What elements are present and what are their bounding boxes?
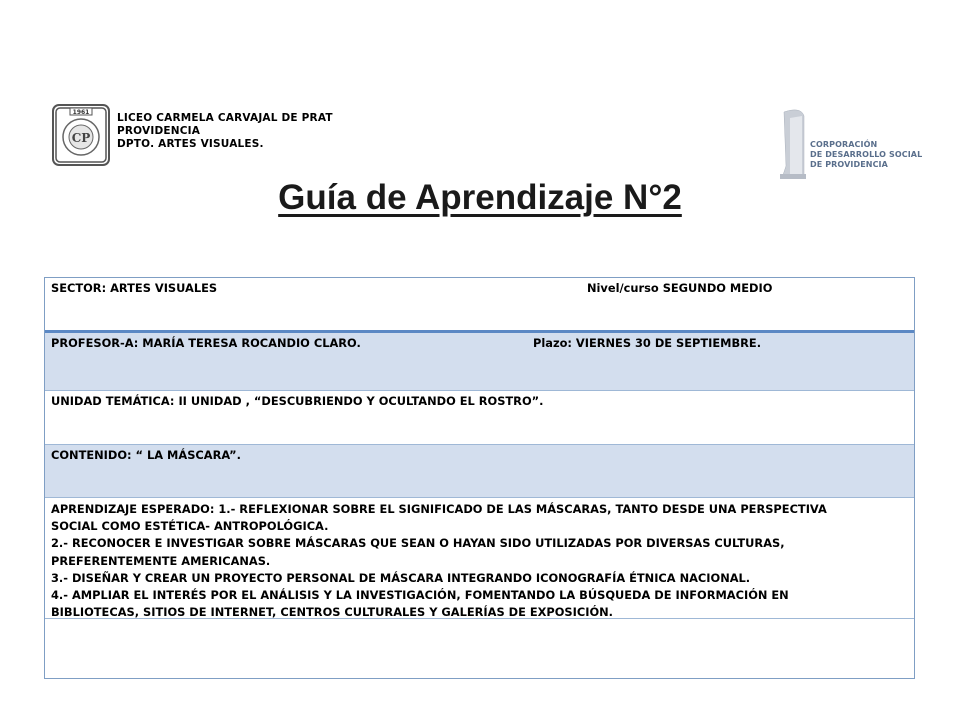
crest-initials: CP (71, 131, 91, 145)
profesor-field: PROFESOR-A: MARÍA TERESA ROCANDIO CLARO. (51, 336, 361, 350)
school-department: DPTO. ARTES VISUALES. (117, 138, 264, 150)
plazo-field: Plazo: VIERNES 30 DE SEPTIEMBRE. (533, 336, 762, 350)
nivel-field: Nivel/curso SEGUNDO MEDIO (587, 281, 773, 295)
school-city: PROVIDENCIA (117, 125, 201, 137)
table-row-sector (45, 278, 914, 333)
unidad-field: UNIDAD TEMÁTICA: II UNIDAD , “DESCUBRIENDO Y OCULTANDO EL ROSTRO”. (51, 394, 544, 408)
page-title: Guía de Aprendizaje N°2 (278, 178, 682, 217)
table-row-unidad (45, 391, 914, 445)
aprendizaje-field: APRENDIZAJE ESPERADO: 1.- REFLEXIONAR SOBRE EL SIGNIFICADO DE LAS MÁSCARAS, TANTO DESDE UNA PERSPECTIVA SOCIAL COMO ESTÉTICA- ANTROPOLÓGICA. 2.- RECONOCER E INVESTIGAR SOBRE MÁSCARAS QUE SEAN O HAYAN SIDO UTILIZADAS POR DIVERSAS CULTURAS, PREFERENTEMENTE AMERICANAS. 3.- DISEÑAR Y CREAR UN PROYECTO PERSONAL DE MÁSCARA INTEGRANDO ICONOGRAFÍA ÉTNICA NACIONAL. 4.- AMPLIAR EL INTERÉS POR EL ANÁLISIS Y LA INVESTIGACIÓN, FOMENTANDO LA BÚSQUEDA DE INFORMACIÓN EN BIBLIOTECAS, SITIOS DE INTERNET, CENTROS CULTURALES Y GALERÍAS DE EXPOSICIÓN. (51, 502, 827, 620)
info-table (44, 277, 915, 679)
table-row-aprendizaje (45, 498, 914, 619)
contenido-field: CONTENIDO: “ LA MÁSCARA”. (51, 448, 241, 462)
school-info (117, 112, 333, 151)
school-crest-logo (52, 104, 110, 166)
crest-year: 1961 (72, 109, 90, 116)
table-row-empty (45, 619, 914, 678)
table-row-profesor (45, 333, 914, 391)
table-row-contenido (45, 445, 914, 498)
sector-field: SECTOR: ARTES VISUALES (51, 281, 218, 295)
corporation-name: CORPORACIÓN DE DESARROLLO SOCIAL DE PROVIDENCIA (810, 140, 923, 169)
school-name: LICEO CARMELA CARVAJAL DE PRAT (117, 112, 333, 124)
